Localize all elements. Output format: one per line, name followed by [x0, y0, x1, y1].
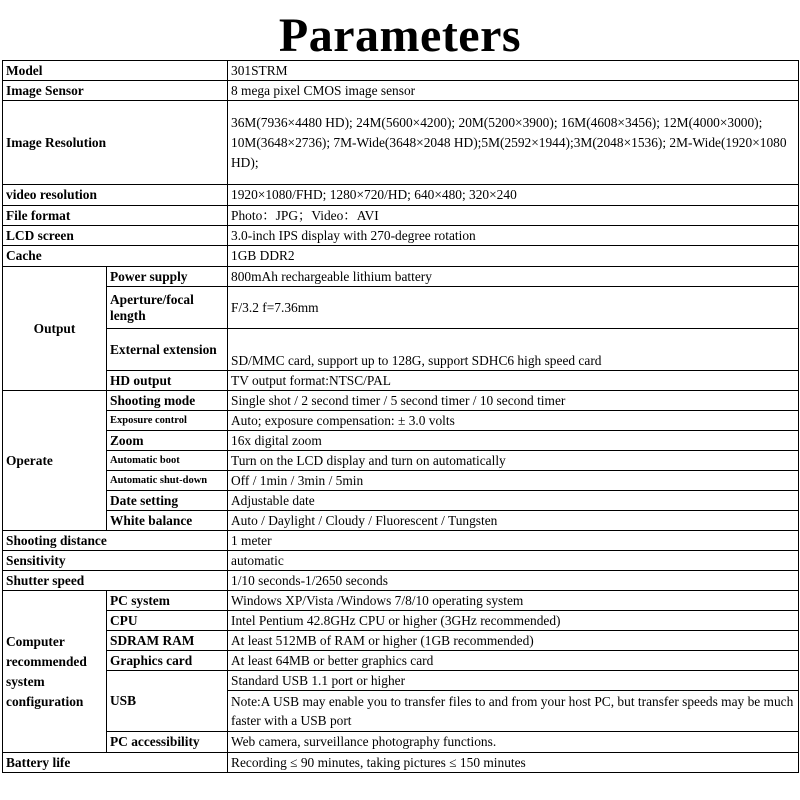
sensitivity-value: automatic [228, 551, 799, 571]
shooting-distance-value: 1 meter [228, 531, 799, 551]
shutter-speed-label: Shutter speed [3, 571, 228, 591]
graphics-card-value: At least 64MB or better graphics card [228, 651, 799, 671]
table-row-exposure-control [3, 411, 799, 431]
table-row-sdram [3, 631, 799, 651]
power-supply-value: 800mAh rechargeable lithium battery [228, 267, 799, 287]
white-balance-value: Auto / Daylight / Cloudy / Fluorescent / Tungsten [228, 511, 799, 531]
table-row-cache [3, 246, 799, 267]
cpu-label: CPU [107, 611, 228, 631]
file-format-value: Photo：JPG；Video：AVI [228, 206, 799, 226]
sdram-label: SDRAM RAM [107, 631, 228, 651]
table-row-graphics-card [3, 651, 799, 671]
table-row-automatic-shutdown [3, 471, 799, 491]
usb-value: Standard USB 1.1 port or higher [228, 671, 799, 691]
table-row-hd-output [3, 371, 799, 391]
usb-label: USB [107, 671, 228, 732]
sensitivity-label: Sensitivity [3, 551, 228, 571]
battery-life-value: Recording ≤ 90 minutes, taking pictures ≤ 150 minutes [228, 753, 799, 773]
table-row-lcd-screen [3, 226, 799, 246]
automatic-boot-label: Automatic boot [107, 451, 228, 471]
video-resolution-value: 1920×1080/FHD; 1280×720/HD; 640×480; 320×240 [228, 185, 799, 206]
graphics-card-label: Graphics card [107, 651, 228, 671]
usb-note-value: Note:A USB may enable you to transfer files to and from your host PC, but transfer speeds may be much faster with a USB port [228, 691, 799, 732]
table-row-model [3, 61, 799, 81]
pc-accessibility-value: Web camera, surveillance photography functions. [228, 732, 799, 753]
table-row-date-setting [3, 491, 799, 511]
cache-label: Cache [3, 246, 228, 267]
table-row-pc-accessibility [3, 732, 799, 753]
table-row-aperture [3, 287, 799, 329]
model-label: Model [3, 61, 228, 81]
automatic-shutdown-value: Off / 1min / 3min / 5min [228, 471, 799, 491]
hd-output-label: HD output [107, 371, 228, 391]
table-row-file-format [3, 206, 799, 226]
file-format-label: File format [3, 206, 228, 226]
table-row-sensitivity [3, 551, 799, 571]
image-resolution-value: 36M(7936×4480 HD); 24M(5600×4200); 20M(5200×3900); 16M(4608×3456); 12M(4000×3000); 10M(3648×2736); 7M-Wide(3648×2048 HD);5M(2592×1944);3M(2048×1536); 2M-Wide(1920×1080 HD); [228, 101, 799, 185]
image-sensor-label: Image Sensor [3, 81, 228, 101]
table-row-zoom [3, 431, 799, 451]
table-row-pc-system [3, 591, 799, 611]
output-group-label: Output [3, 267, 107, 391]
table-row-image-resolution [3, 101, 799, 185]
shooting-mode-label: Shooting mode [107, 391, 228, 411]
table-row-battery-life [3, 753, 799, 773]
table-row-shooting-mode [3, 391, 799, 411]
table-row-white-balance [3, 511, 799, 531]
lcd-screen-value: 3.0-inch IPS display with 270-degree rotation [228, 226, 799, 246]
zoom-label: Zoom [107, 431, 228, 451]
pc-system-value: Windows XP/Vista /Windows 7/8/10 operating system [228, 591, 799, 611]
external-extension-value: SD/MMC card, support up to 128G, support SDHC6 high speed card [228, 329, 799, 371]
table-row-shutter-speed [3, 571, 799, 591]
model-value: 301STRM [228, 61, 799, 81]
sdram-value: At least 512MB of RAM or higher (1GB recommended) [228, 631, 799, 651]
table-row-image-sensor [3, 81, 799, 101]
external-extension-label: External extension [107, 329, 228, 371]
operate-group-label: Operate [3, 391, 107, 531]
cpu-value: Intel Pentium 42.8GHz CPU or higher (3GHz recommended) [228, 611, 799, 631]
lcd-screen-label: LCD screen [3, 226, 228, 246]
power-supply-label: Power supply [107, 267, 228, 287]
computer-group-label: Computer recommended system configuration [3, 591, 107, 753]
automatic-shutdown-label: Automatic shut-down [107, 471, 228, 491]
cache-value: 1GB DDR2 [228, 246, 799, 267]
image-resolution-label: Image Resolution [3, 101, 228, 185]
shooting-mode-value: Single shot / 2 second timer / 5 second timer / 10 second timer [228, 391, 799, 411]
pc-accessibility-label: PC accessibility [107, 732, 228, 753]
table-row-cpu [3, 611, 799, 631]
table-row-power-supply [3, 267, 799, 287]
page-title: Parameters [278, 9, 522, 62]
parameters-table [2, 60, 799, 773]
zoom-value: 16x digital zoom [228, 431, 799, 451]
white-balance-label: White balance [107, 511, 228, 531]
shutter-speed-value: 1/10 seconds-1/2650 seconds [228, 571, 799, 591]
aperture-label: Aperture/focal length [107, 287, 228, 329]
aperture-value: F/3.2 f=7.36mm [228, 287, 799, 329]
shooting-distance-label: Shooting distance [3, 531, 228, 551]
hd-output-value: TV output format:NTSC/PAL [228, 371, 799, 391]
pc-system-label: PC system [107, 591, 228, 611]
exposure-control-label: Exposure control [107, 411, 228, 431]
exposure-control-value: Auto; exposure compensation: ± 3.0 volts [228, 411, 799, 431]
table-row-usb [3, 671, 799, 691]
video-resolution-label: video resolution [3, 185, 228, 206]
table-row-automatic-boot [3, 451, 799, 471]
automatic-boot-value: Turn on the LCD display and turn on automatically [228, 451, 799, 471]
image-sensor-value: 8 mega pixel CMOS image sensor [228, 81, 799, 101]
table-row-external-extension [3, 329, 799, 371]
table-row-video-resolution [3, 185, 799, 206]
date-setting-label: Date setting [107, 491, 228, 511]
date-setting-value: Adjustable date [228, 491, 799, 511]
table-row-shooting-distance [3, 531, 799, 551]
battery-life-label: Battery life [3, 753, 228, 773]
